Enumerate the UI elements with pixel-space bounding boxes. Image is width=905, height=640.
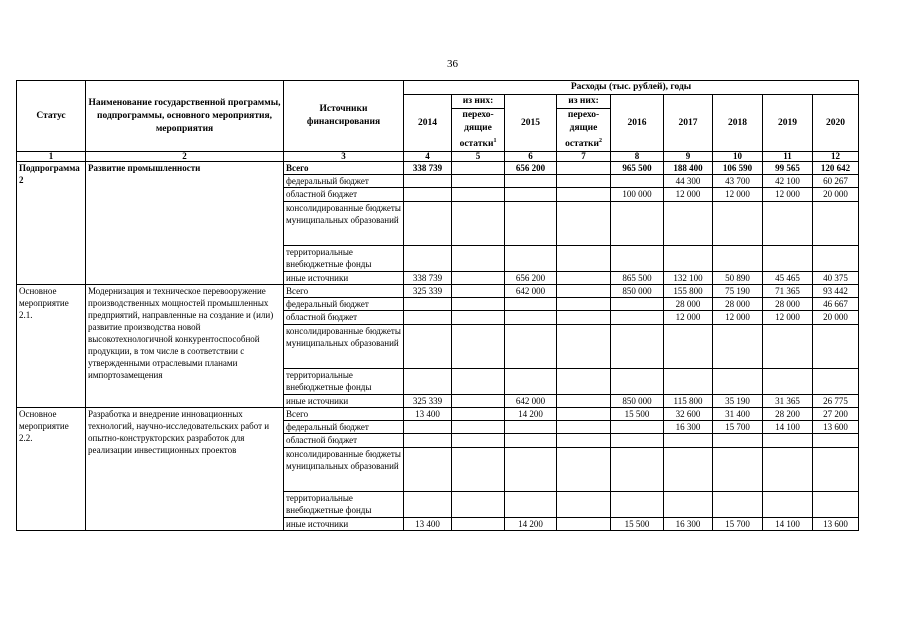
value-cell: 132 100 xyxy=(664,272,713,285)
value-cell: 965 500 xyxy=(611,162,664,175)
value-cell xyxy=(404,246,452,272)
value-cell xyxy=(452,272,505,285)
value-cell: 12 000 xyxy=(664,311,713,325)
value-cell xyxy=(713,202,763,246)
value-cell xyxy=(452,175,505,188)
value-cell xyxy=(505,311,557,325)
value-cell: 50 890 xyxy=(713,272,763,285)
header-expenses: Расходы (тыс. рублей), годы xyxy=(404,81,859,95)
value-cell: 28 200 xyxy=(763,408,813,421)
value-cell xyxy=(664,202,713,246)
value-cell: 656 200 xyxy=(505,162,557,175)
value-cell xyxy=(611,246,664,272)
value-cell xyxy=(452,285,505,298)
header-year-2016: 2016 xyxy=(611,95,664,152)
source-cell: иные источники xyxy=(284,518,404,531)
value-cell: 71 365 xyxy=(763,285,813,298)
value-cell xyxy=(557,421,611,434)
value-cell: 14 200 xyxy=(505,408,557,421)
value-cell: 43 700 xyxy=(713,175,763,188)
value-cell xyxy=(404,311,452,325)
header-year-2020: 2020 xyxy=(813,95,859,152)
value-cell: 31 365 xyxy=(763,395,813,408)
source-cell: территориальные внебюджетные фонды xyxy=(284,492,404,518)
header-year-2018: 2018 xyxy=(713,95,763,152)
col-index: 4 xyxy=(404,152,452,162)
value-cell xyxy=(763,434,813,448)
value-cell xyxy=(557,246,611,272)
value-cell: 28 000 xyxy=(664,298,713,311)
value-cell: 338 739 xyxy=(404,162,452,175)
value-cell: 188 400 xyxy=(664,162,713,175)
value-cell: 325 339 xyxy=(404,285,452,298)
col-index: 9 xyxy=(664,152,713,162)
value-cell: 115 800 xyxy=(664,395,713,408)
value-cell xyxy=(452,395,505,408)
value-cell xyxy=(713,434,763,448)
value-cell: 20 000 xyxy=(813,311,859,325)
value-cell xyxy=(664,448,713,492)
name-cell: Модернизация и техническое перевооружение производственных мощностей промышленных предприятий, направленные на создание и (или) развитие производства новой высокотехнологичной конкурентоспособной продукции, в том числе в соответствии с утвержденными отраслевыми планами импортозамещения xyxy=(86,285,284,408)
value-cell: 15 500 xyxy=(611,518,664,531)
page-number: 36 xyxy=(447,58,458,70)
value-cell: 14 100 xyxy=(763,518,813,531)
value-cell xyxy=(557,369,611,395)
value-cell xyxy=(813,434,859,448)
value-cell xyxy=(505,369,557,395)
value-cell: 32 600 xyxy=(664,408,713,421)
source-cell: консолидированные бюджеты муниципальных образований xyxy=(284,325,404,369)
value-cell xyxy=(404,492,452,518)
status-cell: Основное мероприятие 2.2. xyxy=(17,408,86,531)
header-year-2015: 2015 xyxy=(505,95,557,152)
source-cell: иные источники xyxy=(284,395,404,408)
value-cell xyxy=(404,188,452,202)
expenses-table xyxy=(16,80,859,531)
value-cell xyxy=(452,162,505,175)
value-cell xyxy=(763,202,813,246)
value-cell xyxy=(611,492,664,518)
value-cell xyxy=(763,246,813,272)
value-cell: 642 000 xyxy=(505,395,557,408)
value-cell xyxy=(404,369,452,395)
value-cell: 12 000 xyxy=(763,188,813,202)
value-cell xyxy=(452,492,505,518)
value-cell xyxy=(452,518,505,531)
value-cell: 46 667 xyxy=(813,298,859,311)
value-cell xyxy=(404,448,452,492)
value-cell xyxy=(664,434,713,448)
value-cell: 20 000 xyxy=(813,188,859,202)
value-cell xyxy=(611,325,664,369)
header-carryover-1: перехо-дящие остатки$^1$ xyxy=(452,109,505,152)
value-cell xyxy=(664,246,713,272)
value-cell xyxy=(713,325,763,369)
value-cell xyxy=(763,325,813,369)
col-index: 5 xyxy=(452,152,505,162)
value-cell: 28 000 xyxy=(763,298,813,311)
value-cell: 15 700 xyxy=(713,421,763,434)
value-cell xyxy=(505,298,557,311)
value-cell xyxy=(611,369,664,395)
value-cell: 26 775 xyxy=(813,395,859,408)
value-cell xyxy=(404,434,452,448)
col-index: 10 xyxy=(713,152,763,162)
value-cell xyxy=(452,246,505,272)
value-cell xyxy=(611,311,664,325)
source-cell: федеральный бюджет xyxy=(284,298,404,311)
source-cell: областной бюджет xyxy=(284,188,404,202)
value-cell xyxy=(452,202,505,246)
value-cell xyxy=(557,434,611,448)
footnote-1: 1 xyxy=(493,138,497,144)
value-cell xyxy=(404,421,452,434)
header-status: Статус xyxy=(17,81,86,152)
source-cell: консолидированные бюджеты муниципальных образований xyxy=(284,448,404,492)
column-index-row xyxy=(17,152,859,162)
value-cell: 325 339 xyxy=(404,395,452,408)
col-index: 11 xyxy=(763,152,813,162)
value-cell xyxy=(404,298,452,311)
value-cell xyxy=(557,298,611,311)
value-cell xyxy=(452,434,505,448)
col-index: 7 xyxy=(557,152,611,162)
value-cell: 14 200 xyxy=(505,518,557,531)
value-cell: 13 600 xyxy=(813,518,859,531)
name-cell: Развитие промышленности xyxy=(86,162,284,285)
value-cell: 12 000 xyxy=(713,188,763,202)
value-cell xyxy=(664,492,713,518)
source-cell: территориальные внебюджетные фонды xyxy=(284,246,404,272)
status-cell: Подпрограмма 2 xyxy=(17,162,86,285)
value-cell xyxy=(557,311,611,325)
value-cell xyxy=(452,369,505,395)
value-cell: 16 300 xyxy=(664,518,713,531)
value-cell: 338 739 xyxy=(404,272,452,285)
table-row xyxy=(17,162,859,175)
source-cell: консолидированные бюджеты муниципальных образований xyxy=(284,202,404,246)
value-cell xyxy=(813,492,859,518)
table-row xyxy=(17,408,859,421)
value-cell: 12 000 xyxy=(713,311,763,325)
value-cell: 45 465 xyxy=(763,272,813,285)
value-cell xyxy=(505,188,557,202)
value-cell: 40 375 xyxy=(813,272,859,285)
value-cell: 13 400 xyxy=(404,518,452,531)
value-cell xyxy=(404,175,452,188)
value-cell xyxy=(813,448,859,492)
value-cell xyxy=(664,325,713,369)
value-cell xyxy=(557,492,611,518)
header-sources: Источники финансирования xyxy=(284,81,404,152)
name-cell: Разработка и внедрение инновационных технологий, научно-исследовательских работ и опытно-конструкторских разработок для реализации инвестиционных проектов xyxy=(86,408,284,531)
value-cell xyxy=(611,202,664,246)
header-year-2014: 2014 xyxy=(404,95,452,152)
value-cell: 15 700 xyxy=(713,518,763,531)
value-cell: 100 000 xyxy=(611,188,664,202)
value-cell: 16 300 xyxy=(664,421,713,434)
value-cell: 13 600 xyxy=(813,421,859,434)
value-cell xyxy=(611,298,664,311)
header-name: Наименование государственной программы, подпрограммы, основного мероприятия, мероприятия xyxy=(86,81,284,152)
value-cell: 93 442 xyxy=(813,285,859,298)
value-cell xyxy=(813,202,859,246)
value-cell: 120 642 xyxy=(813,162,859,175)
value-cell: 28 000 xyxy=(713,298,763,311)
header-of-them-2: из них: xyxy=(557,95,611,109)
value-cell xyxy=(557,175,611,188)
value-cell xyxy=(452,325,505,369)
value-cell xyxy=(611,434,664,448)
value-cell xyxy=(505,175,557,188)
value-cell: 42 100 xyxy=(763,175,813,188)
value-cell: 60 267 xyxy=(813,175,859,188)
value-cell xyxy=(813,369,859,395)
value-cell xyxy=(505,448,557,492)
source-cell: территориальные внебюджетные фонды xyxy=(284,369,404,395)
source-cell: областной бюджет xyxy=(284,311,404,325)
col-index: 1 xyxy=(17,152,86,162)
value-cell xyxy=(713,246,763,272)
value-cell xyxy=(557,408,611,421)
value-cell: 12 000 xyxy=(664,188,713,202)
value-cell: 865 500 xyxy=(611,272,664,285)
value-cell xyxy=(505,492,557,518)
value-cell xyxy=(452,448,505,492)
col-index: 3 xyxy=(284,152,404,162)
footnote-2: 2 xyxy=(598,138,602,144)
source-cell: Всего xyxy=(284,285,404,298)
value-cell xyxy=(557,285,611,298)
value-cell xyxy=(505,246,557,272)
value-cell: 35 190 xyxy=(713,395,763,408)
value-cell xyxy=(664,369,713,395)
value-cell xyxy=(452,188,505,202)
source-cell: Всего xyxy=(284,408,404,421)
value-cell xyxy=(452,298,505,311)
value-cell xyxy=(505,421,557,434)
value-cell xyxy=(404,325,452,369)
value-cell: 656 200 xyxy=(505,272,557,285)
value-cell: 14 100 xyxy=(763,421,813,434)
value-cell xyxy=(557,518,611,531)
col-index: 12 xyxy=(813,152,859,162)
value-cell: 12 000 xyxy=(763,311,813,325)
value-cell: 15 500 xyxy=(611,408,664,421)
source-cell: федеральный бюджет xyxy=(284,421,404,434)
value-cell xyxy=(557,325,611,369)
value-cell xyxy=(557,395,611,408)
value-cell xyxy=(505,202,557,246)
value-cell xyxy=(557,448,611,492)
value-cell xyxy=(452,311,505,325)
table-row xyxy=(17,285,859,298)
value-cell xyxy=(611,421,664,434)
value-cell xyxy=(813,325,859,369)
value-cell xyxy=(813,246,859,272)
value-cell: 850 000 xyxy=(611,285,664,298)
value-cell xyxy=(505,434,557,448)
status-cell: Основное мероприятие 2.1. xyxy=(17,285,86,408)
header-year-2017: 2017 xyxy=(664,95,713,152)
value-cell xyxy=(611,175,664,188)
value-cell xyxy=(713,369,763,395)
value-cell: 13 400 xyxy=(404,408,452,421)
value-cell xyxy=(611,448,664,492)
value-cell: 27 200 xyxy=(813,408,859,421)
header-year-2019: 2019 xyxy=(763,95,813,152)
value-cell xyxy=(713,492,763,518)
col-index: 2 xyxy=(86,152,284,162)
value-cell: 642 000 xyxy=(505,285,557,298)
value-cell: 106 590 xyxy=(713,162,763,175)
header-carryover-2: перехо-дящие остатки$^2$ xyxy=(557,109,611,152)
value-cell xyxy=(452,421,505,434)
value-cell xyxy=(557,202,611,246)
value-cell xyxy=(713,448,763,492)
value-cell: 44 300 xyxy=(664,175,713,188)
value-cell: 99 565 xyxy=(763,162,813,175)
value-cell: 850 000 xyxy=(611,395,664,408)
value-cell: 155 800 xyxy=(664,285,713,298)
value-cell xyxy=(557,272,611,285)
col-index: 8 xyxy=(611,152,664,162)
value-cell: 75 190 xyxy=(713,285,763,298)
value-cell xyxy=(763,492,813,518)
value-cell xyxy=(763,448,813,492)
source-cell: федеральный бюджет xyxy=(284,175,404,188)
value-cell xyxy=(505,325,557,369)
header-of-them-1: из них: xyxy=(452,95,505,109)
source-cell: иные источники xyxy=(284,272,404,285)
value-cell xyxy=(452,408,505,421)
value-cell xyxy=(763,369,813,395)
value-cell xyxy=(557,162,611,175)
value-cell xyxy=(404,202,452,246)
source-cell: Всего xyxy=(284,162,404,175)
col-index: 6 xyxy=(505,152,557,162)
source-cell: областной бюджет xyxy=(284,434,404,448)
value-cell xyxy=(557,188,611,202)
value-cell: 31 400 xyxy=(713,408,763,421)
